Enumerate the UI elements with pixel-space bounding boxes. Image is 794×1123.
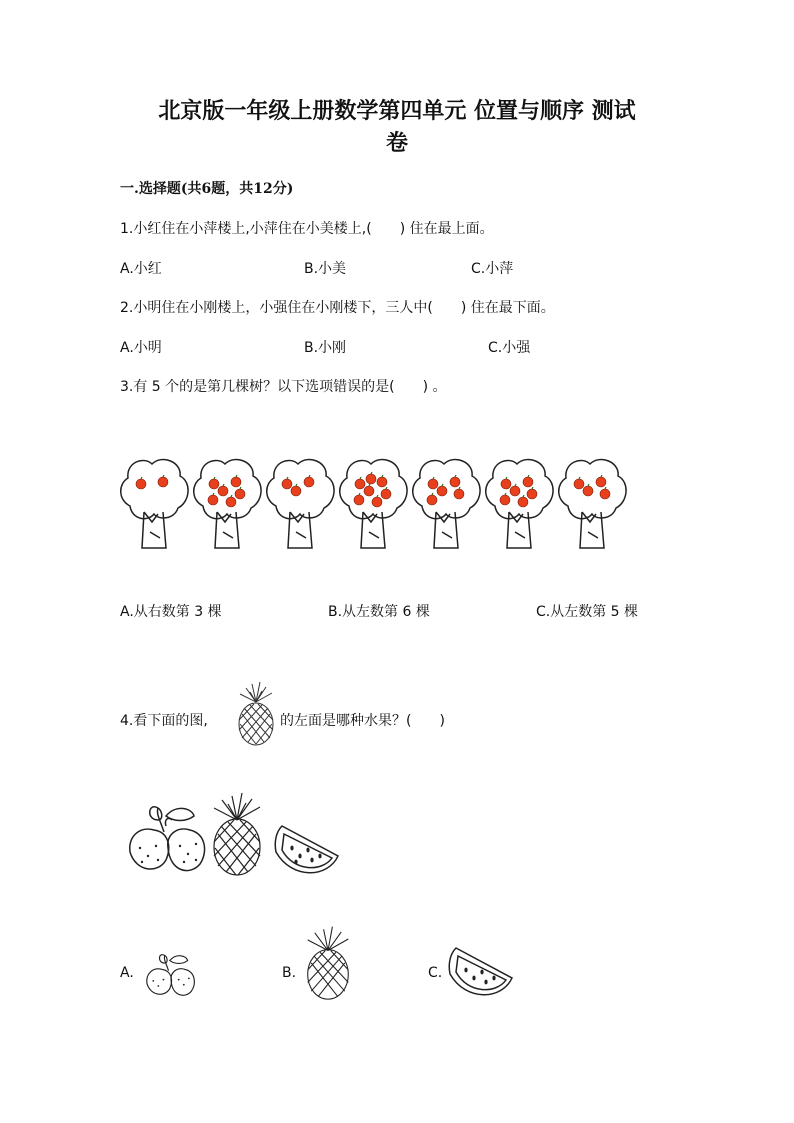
apple bbox=[450, 477, 460, 487]
question-4-option-c[interactable]: C. bbox=[428, 965, 443, 981]
question-3-option-a[interactable]: A.从右数第 3 棵 bbox=[120, 604, 222, 620]
apple-tree-icon bbox=[413, 460, 480, 548]
apple bbox=[500, 495, 510, 505]
page-title-continued: 卷 bbox=[385, 130, 408, 156]
pineapple-icon bbox=[300, 924, 356, 1000]
section-heading: 一.选择题(共6题，共12分) bbox=[120, 181, 294, 197]
question-1-option-c[interactable]: C.小萍 bbox=[471, 261, 514, 277]
page-title: 北京版一年级上册数学第四单元 位置与顺序 测试 bbox=[158, 98, 636, 124]
apple bbox=[381, 489, 391, 499]
apple bbox=[596, 477, 606, 487]
apple bbox=[427, 495, 437, 505]
apple bbox=[231, 477, 241, 487]
apple bbox=[226, 497, 236, 507]
apple bbox=[501, 479, 511, 489]
apple-tree-icon bbox=[559, 460, 626, 548]
question-1-option-a[interactable]: A.小红 bbox=[120, 261, 162, 277]
apple-tree-icon bbox=[194, 460, 261, 548]
question-1-option-b[interactable]: B.小美 bbox=[304, 261, 347, 277]
watermelon-slice-icon bbox=[446, 944, 516, 1000]
question-4-text-before: 4.看下面的图, bbox=[120, 713, 208, 729]
apple bbox=[235, 489, 245, 499]
question-2-option-a[interactable]: A.小明 bbox=[120, 340, 162, 356]
apple bbox=[282, 479, 292, 489]
apple bbox=[437, 486, 447, 496]
apple bbox=[218, 486, 228, 496]
apple bbox=[583, 486, 593, 496]
watermelon-slice-icon bbox=[272, 822, 342, 878]
apple bbox=[364, 486, 374, 496]
apple bbox=[304, 477, 314, 487]
question-4-option-a[interactable]: A. bbox=[120, 965, 134, 981]
apple bbox=[523, 477, 533, 487]
apple bbox=[355, 479, 365, 489]
pineapple-icon bbox=[208, 790, 266, 876]
apple bbox=[209, 479, 219, 489]
question-4-option-b[interactable]: B. bbox=[282, 965, 297, 981]
apple bbox=[454, 489, 464, 499]
apple-trees-figure bbox=[118, 456, 638, 560]
question-3-option-b[interactable]: B.从左数第 6 棵 bbox=[328, 604, 430, 620]
apple bbox=[600, 489, 610, 499]
question-4-text-after: 的左面是哪种水果？( ) bbox=[280, 713, 445, 729]
apple bbox=[372, 497, 382, 507]
apple bbox=[428, 479, 438, 489]
apple bbox=[527, 489, 537, 499]
apple bbox=[291, 486, 301, 496]
apple bbox=[518, 497, 528, 507]
question-2-option-b[interactable]: B.小刚 bbox=[304, 340, 347, 356]
apple bbox=[354, 495, 364, 505]
apple bbox=[208, 495, 218, 505]
question-2-option-c[interactable]: C.小强 bbox=[488, 340, 531, 356]
apple bbox=[510, 486, 520, 496]
apple-tree-icon bbox=[267, 460, 334, 548]
apple bbox=[136, 479, 146, 489]
question-3-text: 3.有 5 个的是第几棵树？以下选项错误的是( ) 。 bbox=[120, 379, 447, 395]
question-2-text: 2.小明住在小刚楼上，小强住在小刚楼下，三人中( ) 住在最下面。 bbox=[120, 300, 555, 316]
apple-tree-icon bbox=[121, 460, 188, 548]
apple bbox=[158, 477, 168, 487]
apple-tree-icon bbox=[486, 460, 553, 548]
question-1-text: 1.小红住在小萍楼上,小萍住在小美楼上,( ) 住在最上面。 bbox=[120, 221, 494, 237]
apple bbox=[366, 474, 376, 484]
pineapple-icon bbox=[234, 680, 278, 746]
lychee-icon bbox=[138, 944, 208, 1000]
lychee-icon bbox=[126, 790, 216, 878]
question-3-option-c[interactable]: C.从左数第 5 棵 bbox=[536, 604, 639, 620]
apple-tree-icon bbox=[340, 460, 407, 548]
apple bbox=[574, 479, 584, 489]
apple bbox=[377, 477, 387, 487]
